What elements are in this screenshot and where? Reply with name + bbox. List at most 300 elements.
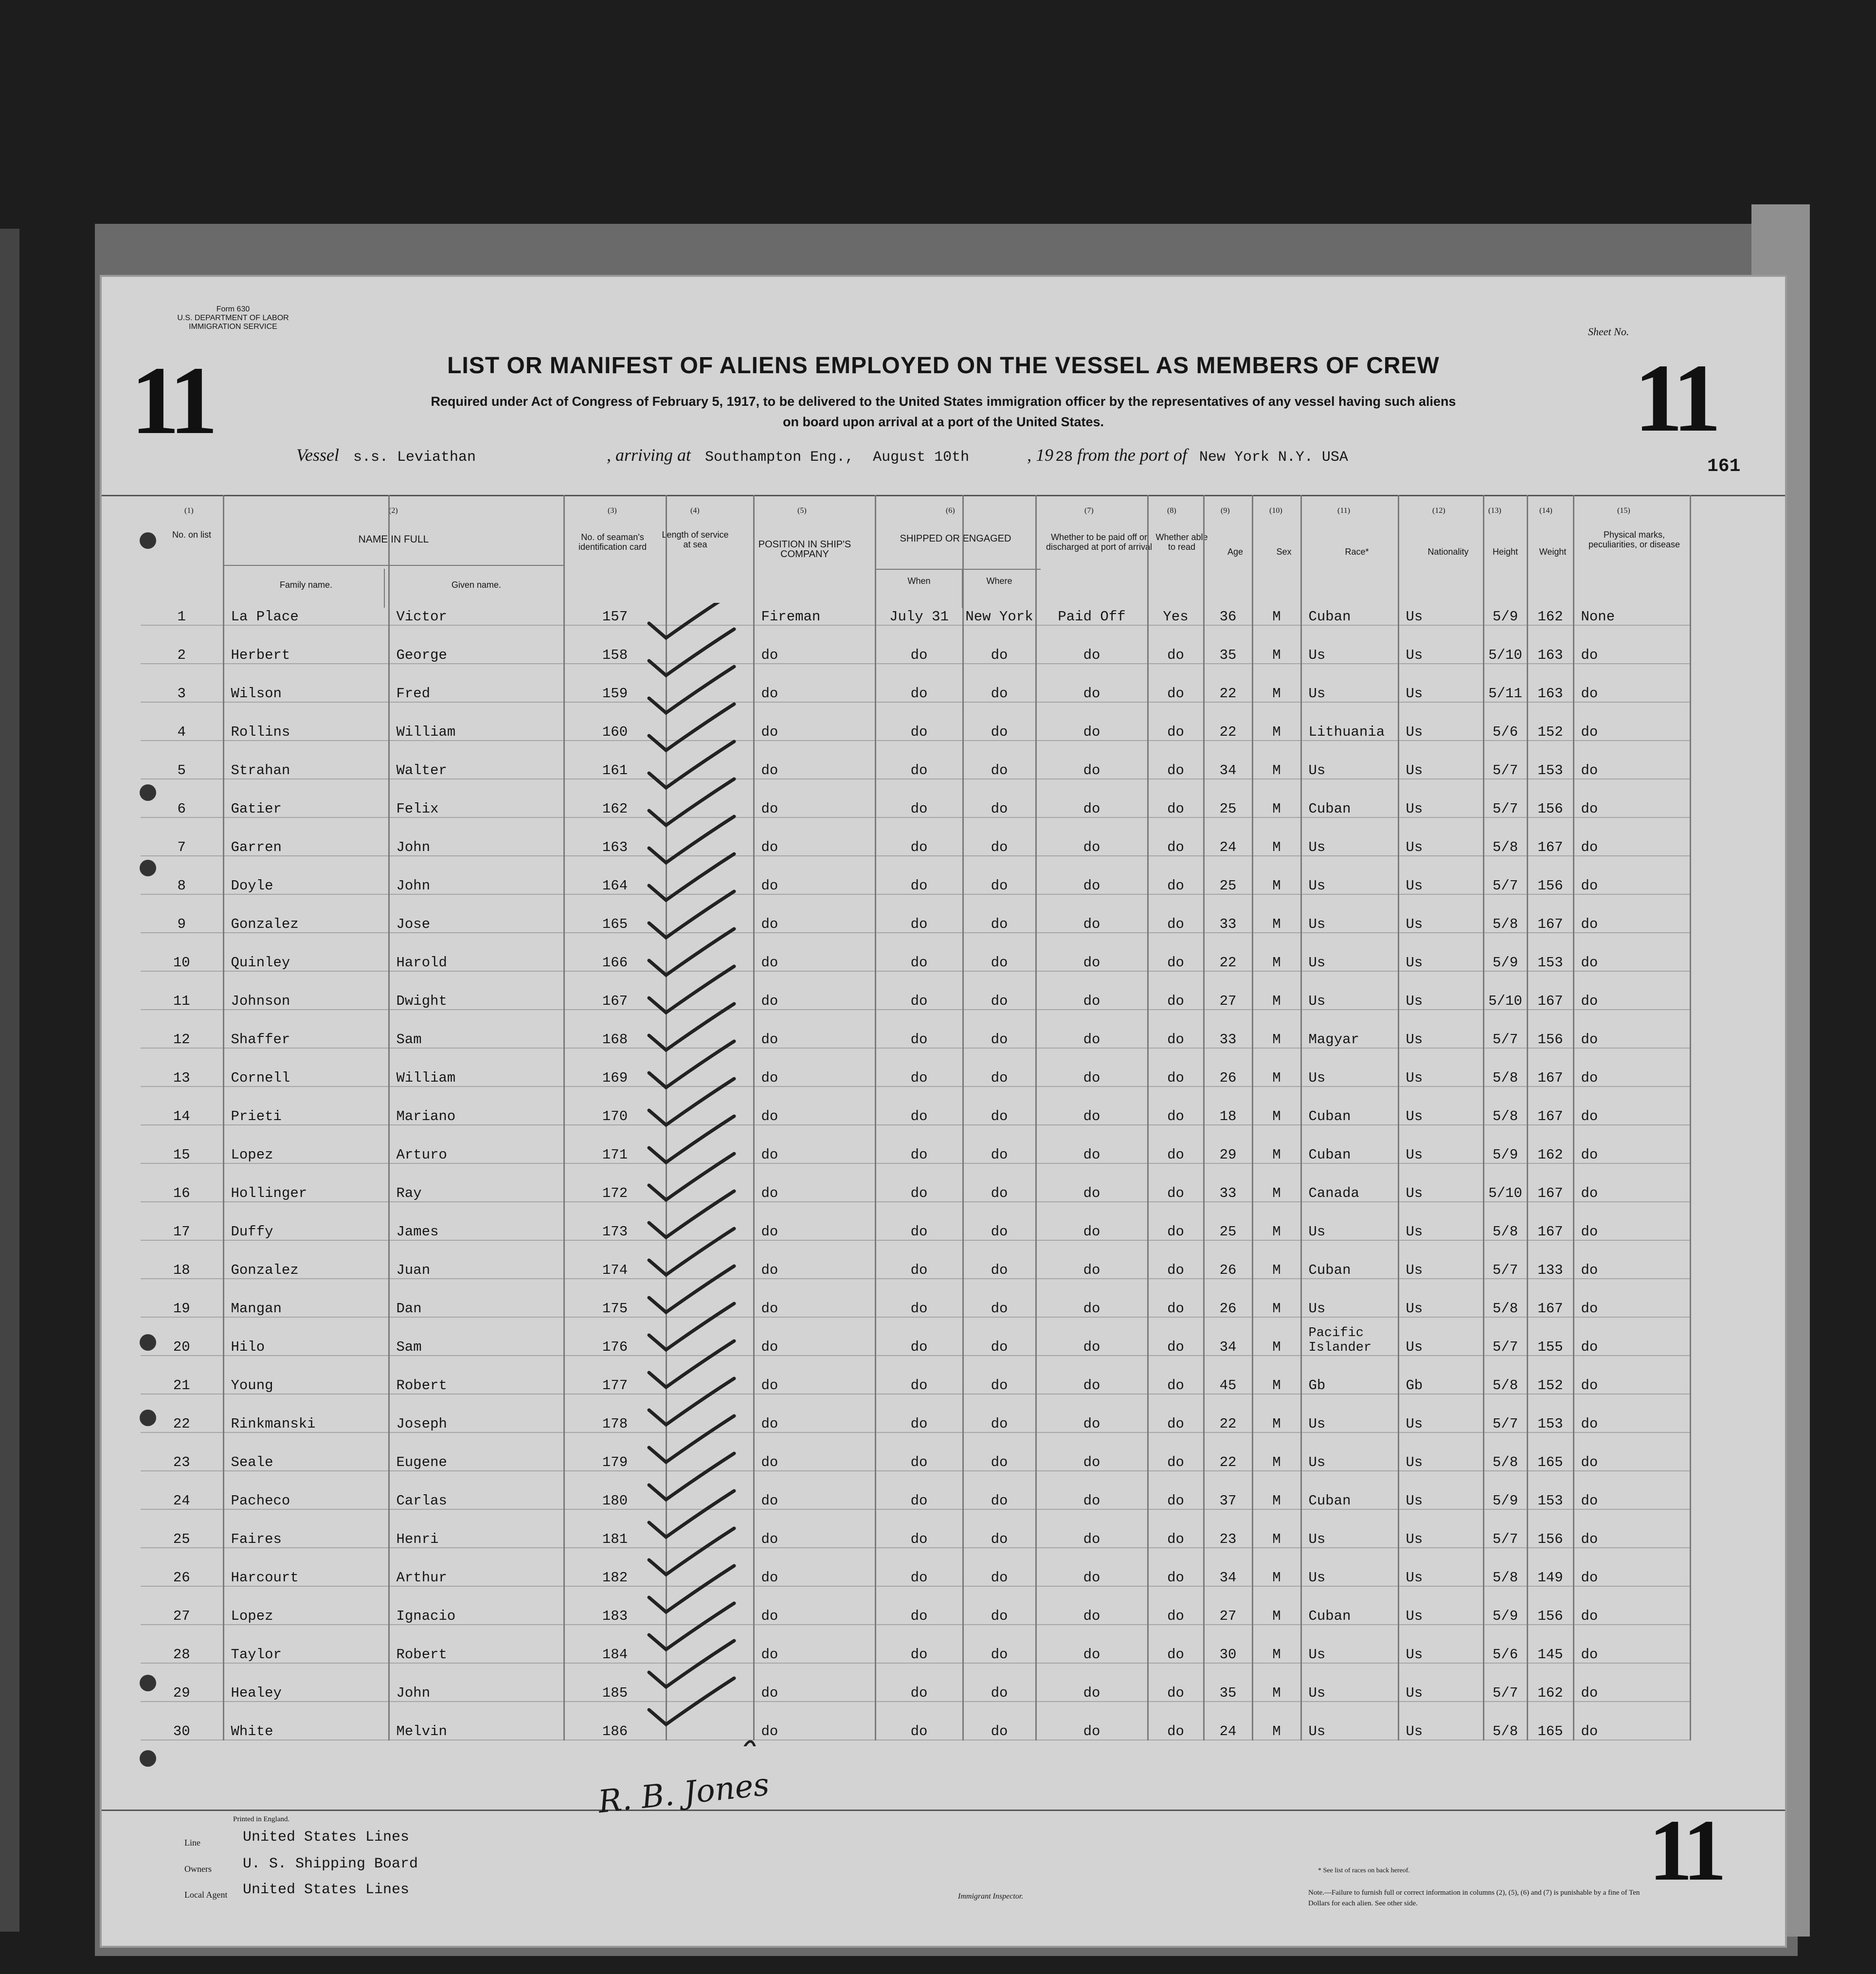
able-to-read: do xyxy=(1148,894,1204,933)
colnum-6: (6) xyxy=(946,507,955,515)
printed-note: Printed in England. xyxy=(233,1815,290,1823)
col-nationality: Nationality xyxy=(1427,547,1469,557)
row-number: 3 xyxy=(141,664,223,702)
able-to-read: do xyxy=(1148,971,1204,1010)
row-number: 7 xyxy=(141,817,223,856)
nationality: Us xyxy=(1398,1087,1483,1125)
vessel-line xyxy=(296,445,1348,466)
sex: M xyxy=(1252,894,1301,933)
year-suffix: 28 xyxy=(1055,449,1073,466)
physical-marks: do xyxy=(1573,856,1690,894)
id-card: 162 xyxy=(564,779,666,817)
nationality: Us xyxy=(1398,1279,1483,1317)
height: 5/8 xyxy=(1483,1087,1527,1125)
row-number: 19 xyxy=(141,1279,223,1317)
table-row xyxy=(141,971,1690,1010)
agent-value: United States Lines xyxy=(243,1882,410,1898)
family-name: Healey xyxy=(223,1663,389,1702)
weight: 167 xyxy=(1527,1163,1573,1202)
row-number: 28 xyxy=(141,1625,223,1663)
id-card: 186 xyxy=(564,1702,666,1740)
shipped-where: do xyxy=(963,1163,1036,1202)
sex: M xyxy=(1252,664,1301,702)
table-row xyxy=(141,741,1690,779)
nationality: Us xyxy=(1398,664,1483,702)
row-number: 29 xyxy=(141,1663,223,1702)
family-name: Taylor xyxy=(223,1625,389,1663)
nationality: Us xyxy=(1398,702,1483,741)
sex: M xyxy=(1252,702,1301,741)
weight: 162 xyxy=(1527,1663,1573,1702)
race: Cuban xyxy=(1301,1471,1398,1509)
id-card: 178 xyxy=(564,1394,666,1432)
able-to-read: do xyxy=(1148,779,1204,817)
position: Fireman xyxy=(754,587,875,625)
table-row xyxy=(141,587,1690,625)
age: 22 xyxy=(1204,664,1252,702)
id-card: 184 xyxy=(564,1625,666,1663)
given-name: Juan xyxy=(389,1240,564,1279)
row-number: 2 xyxy=(141,625,223,664)
age: 22 xyxy=(1204,1394,1252,1432)
sex: M xyxy=(1252,1202,1301,1240)
from-label: from the port of xyxy=(1077,445,1187,465)
shipped-when: do xyxy=(875,1394,963,1432)
height: 5/8 xyxy=(1483,817,1527,856)
arriving-label: , arriving at xyxy=(607,445,691,465)
weight: 156 xyxy=(1527,856,1573,894)
paid-off: do xyxy=(1036,1048,1148,1087)
colnum-13: (13) xyxy=(1488,507,1501,515)
department: U.S. DEPARTMENT OF LABOR xyxy=(177,314,289,322)
weight: 145 xyxy=(1527,1625,1573,1663)
arrival-date: August 10th xyxy=(873,449,970,466)
height: 5/8 xyxy=(1483,1702,1527,1740)
physical-marks: do xyxy=(1573,664,1690,702)
age: 34 xyxy=(1204,1548,1252,1586)
nationality: Us xyxy=(1398,1586,1483,1625)
table-row xyxy=(141,1087,1690,1125)
nationality: Us xyxy=(1398,933,1483,971)
shipped-where: do xyxy=(963,1394,1036,1432)
age: 25 xyxy=(1204,856,1252,894)
weight: 153 xyxy=(1527,933,1573,971)
weight: 162 xyxy=(1527,587,1573,625)
sheet-no-label: Sheet No. xyxy=(1588,326,1629,338)
col-able-read: Whether able to read xyxy=(1155,532,1208,552)
age: 45 xyxy=(1204,1356,1252,1394)
paid-off: do xyxy=(1036,933,1148,971)
given-name: Eugene xyxy=(389,1432,564,1471)
crew-table xyxy=(141,495,1691,1740)
signature: R. B. Jones xyxy=(596,1766,771,1821)
shipped-when: do xyxy=(875,817,963,856)
height: 5/10 xyxy=(1483,625,1527,664)
shipped-when: July 31 xyxy=(875,587,963,625)
colnum-15: (15) xyxy=(1617,507,1630,515)
id-card: 173 xyxy=(564,1202,666,1240)
physical-marks: do xyxy=(1573,894,1690,933)
position: do xyxy=(754,856,875,894)
shipped-where: do xyxy=(963,1586,1036,1625)
page-title: LIST OR MANIFEST OF ALIENS EMPLOYED ON THE VESSEL AS MEMBERS OF CREW xyxy=(447,353,1440,379)
punch-hole xyxy=(140,860,156,876)
table-row xyxy=(141,1163,1690,1202)
paid-off: do xyxy=(1036,1663,1148,1702)
height: 5/8 xyxy=(1483,1356,1527,1394)
height: 5/9 xyxy=(1483,1125,1527,1163)
paid-off: do xyxy=(1036,1202,1148,1240)
row-number: 6 xyxy=(141,779,223,817)
able-to-read: do xyxy=(1148,1010,1204,1048)
vessel-label: Vessel xyxy=(296,445,339,465)
race: Us xyxy=(1301,741,1398,779)
physical-marks: do xyxy=(1573,625,1690,664)
paid-off: do xyxy=(1036,817,1148,856)
race: Us xyxy=(1301,1048,1398,1087)
shipped-where: do xyxy=(963,1548,1036,1586)
col-height: Height xyxy=(1492,547,1518,557)
row-number: 17 xyxy=(141,1202,223,1240)
given-name: Robert xyxy=(389,1625,564,1663)
physical-marks: do xyxy=(1573,1432,1690,1471)
id-card: 159 xyxy=(564,664,666,702)
shipped-when: do xyxy=(875,779,963,817)
shipped-when: do xyxy=(875,933,963,971)
id-card: 175 xyxy=(564,1279,666,1317)
nationality: Us xyxy=(1398,1432,1483,1471)
shipped-where: do xyxy=(963,1432,1036,1471)
position: do xyxy=(754,1394,875,1432)
sex: M xyxy=(1252,1125,1301,1163)
race: Cuban xyxy=(1301,587,1398,625)
punch-hole xyxy=(140,1750,156,1767)
weight: 163 xyxy=(1527,625,1573,664)
row-number: 11 xyxy=(141,971,223,1010)
nationality: Us xyxy=(1398,779,1483,817)
weight: 167 xyxy=(1527,1202,1573,1240)
given-name: Ray xyxy=(389,1163,564,1202)
row-number: 5 xyxy=(141,741,223,779)
colnum-3: (3) xyxy=(608,507,617,515)
age: 24 xyxy=(1204,1702,1252,1740)
family-name: Rinkmanski xyxy=(223,1394,389,1432)
header-spacer-row xyxy=(141,495,1690,587)
family-name: Hilo xyxy=(223,1317,389,1356)
row-number: 14 xyxy=(141,1087,223,1125)
able-to-read: do xyxy=(1148,625,1204,664)
height: 5/7 xyxy=(1483,1509,1527,1548)
position: do xyxy=(754,1087,875,1125)
vessel-name: s.s. Leviathan xyxy=(353,449,476,466)
height: 5/7 xyxy=(1483,856,1527,894)
shipped-where: do xyxy=(963,1202,1036,1240)
age: 35 xyxy=(1204,1663,1252,1702)
shipped-when: do xyxy=(875,1125,963,1163)
row-number: 24 xyxy=(141,1471,223,1509)
family-name: Quinley xyxy=(223,933,389,971)
col-weight: Weight xyxy=(1539,547,1567,557)
position: do xyxy=(754,1548,875,1586)
physical-marks: do xyxy=(1573,1586,1690,1625)
shipped-where: do xyxy=(963,1702,1036,1740)
table-row xyxy=(141,1317,1690,1356)
physical-marks: do xyxy=(1573,1394,1690,1432)
id-card: 165 xyxy=(564,894,666,933)
height: 5/9 xyxy=(1483,1471,1527,1509)
paid-off: do xyxy=(1036,1317,1148,1356)
position: do xyxy=(754,1163,875,1202)
position: do xyxy=(754,1202,875,1240)
height: 5/8 xyxy=(1483,894,1527,933)
form-number: Form 630 xyxy=(216,305,250,313)
weight: 153 xyxy=(1527,1471,1573,1509)
race: Us xyxy=(1301,971,1398,1010)
nationality: Us xyxy=(1398,625,1483,664)
shipped-when: do xyxy=(875,625,963,664)
shipped-where: do xyxy=(963,1087,1036,1125)
able-to-read: do xyxy=(1148,1548,1204,1586)
weight: 155 xyxy=(1527,1317,1573,1356)
position: do xyxy=(754,1432,875,1471)
able-to-read: do xyxy=(1148,664,1204,702)
shipped-where: do xyxy=(963,971,1036,1010)
weight: 167 xyxy=(1527,971,1573,1010)
physical-marks: do xyxy=(1573,1240,1690,1279)
age: 24 xyxy=(1204,817,1252,856)
able-to-read: do xyxy=(1148,1163,1204,1202)
physical-marks: do xyxy=(1573,1548,1690,1586)
paid-off: do xyxy=(1036,1509,1148,1548)
shipped-when: do xyxy=(875,894,963,933)
sex: M xyxy=(1252,1048,1301,1087)
able-to-read: do xyxy=(1148,1394,1204,1432)
sex: M xyxy=(1252,1087,1301,1125)
paid-off: do xyxy=(1036,1163,1148,1202)
line-value: United States Lines xyxy=(243,1829,410,1846)
weight: 167 xyxy=(1527,817,1573,856)
sex: M xyxy=(1252,1010,1301,1048)
height: 5/7 xyxy=(1483,1394,1527,1432)
races-note: * See list of races on back hereof. xyxy=(1318,1867,1410,1874)
family-name: Gatier xyxy=(223,779,389,817)
colnum-1: (1) xyxy=(184,507,194,515)
check-marks xyxy=(617,603,802,1746)
given-name: John xyxy=(389,817,564,856)
shipped-when: do xyxy=(875,1317,963,1356)
nationality: Us xyxy=(1398,971,1483,1010)
col-id-card: No. of seaman's identification card xyxy=(578,532,647,552)
physical-marks: do xyxy=(1573,1202,1690,1240)
shipped-where: do xyxy=(963,817,1036,856)
manifest-sheet xyxy=(100,275,1787,1948)
position: do xyxy=(754,1317,875,1356)
col-no-on-list: No. on list xyxy=(172,530,212,540)
owners-value: U. S. Shipping Board xyxy=(243,1856,418,1872)
row-number: 13 xyxy=(141,1048,223,1087)
paid-off: Paid Off xyxy=(1036,587,1148,625)
table-row xyxy=(141,1279,1690,1317)
row-number: 22 xyxy=(141,1394,223,1432)
weight: 167 xyxy=(1527,894,1573,933)
sex: M xyxy=(1252,1432,1301,1471)
col-shipped: SHIPPED OR ENGAGED xyxy=(900,533,1011,544)
col-length-service: Length of service at sea xyxy=(662,530,729,549)
able-to-read: do xyxy=(1148,1625,1204,1663)
able-to-read: do xyxy=(1148,1663,1204,1702)
shipped-when: do xyxy=(875,1279,963,1317)
able-to-read: do xyxy=(1148,1586,1204,1625)
punch-hole xyxy=(140,784,156,801)
row-number: 4 xyxy=(141,702,223,741)
table-row xyxy=(141,1394,1690,1432)
sex: M xyxy=(1252,741,1301,779)
family-name: Young xyxy=(223,1356,389,1394)
row-number: 25 xyxy=(141,1509,223,1548)
race: Us xyxy=(1301,1509,1398,1548)
table-row xyxy=(141,1356,1690,1394)
row-number: 23 xyxy=(141,1432,223,1471)
height: 5/8 xyxy=(1483,1548,1527,1586)
colnum-7: (7) xyxy=(1084,507,1094,515)
shipped-when: do xyxy=(875,1432,963,1471)
table-row xyxy=(141,817,1690,856)
physical-marks: do xyxy=(1573,933,1690,971)
nationality: Us xyxy=(1398,1663,1483,1702)
race: Gb xyxy=(1301,1356,1398,1394)
race: Cuban xyxy=(1301,1240,1398,1279)
shipped-where: do xyxy=(963,779,1036,817)
shipped-where: do xyxy=(963,1010,1036,1048)
nationality: Us xyxy=(1398,1394,1483,1432)
able-to-read: do xyxy=(1148,1356,1204,1394)
weight: 153 xyxy=(1527,1394,1573,1432)
physical-marks: do xyxy=(1573,1509,1690,1548)
table-row xyxy=(141,1625,1690,1663)
race: Lithuania xyxy=(1301,702,1398,741)
race: Us xyxy=(1301,856,1398,894)
shipped-where: do xyxy=(963,1240,1036,1279)
position: do xyxy=(754,1625,875,1663)
able-to-read: do xyxy=(1148,1048,1204,1087)
id-card: 167 xyxy=(564,971,666,1010)
position: do xyxy=(754,1663,875,1702)
race: Cuban xyxy=(1301,779,1398,817)
weight: 167 xyxy=(1527,1087,1573,1125)
paid-off: do xyxy=(1036,894,1148,933)
nationality: Us xyxy=(1398,741,1483,779)
physical-marks: do xyxy=(1573,1471,1690,1509)
nationality: Us xyxy=(1398,817,1483,856)
age: 22 xyxy=(1204,1432,1252,1471)
subtitle-line-2: on board upon arrival at a port of the United States. xyxy=(782,415,1104,429)
family-name: Hollinger xyxy=(223,1163,389,1202)
row-number: 20 xyxy=(141,1317,223,1356)
nationality: Us xyxy=(1398,1702,1483,1740)
given-name: Victor xyxy=(389,587,564,625)
paid-off: do xyxy=(1036,779,1148,817)
line-label: Line xyxy=(184,1838,200,1847)
id-card: 181 xyxy=(564,1509,666,1548)
sheet-number-right: 11 xyxy=(1634,344,1716,452)
sex: M xyxy=(1252,856,1301,894)
sex: M xyxy=(1252,1625,1301,1663)
race: Us xyxy=(1301,1548,1398,1586)
family-name: Pacheco xyxy=(223,1471,389,1509)
id-card: 168 xyxy=(564,1010,666,1048)
table-row xyxy=(141,779,1690,817)
id-card: 170 xyxy=(564,1087,666,1125)
able-to-read: do xyxy=(1148,1471,1204,1509)
height: 5/8 xyxy=(1483,1279,1527,1317)
physical-marks: do xyxy=(1573,1625,1690,1663)
given-name: Robert xyxy=(389,1356,564,1394)
table-row xyxy=(141,702,1690,741)
punch-hole xyxy=(140,1334,156,1351)
able-to-read: do xyxy=(1148,1202,1204,1240)
id-card: 166 xyxy=(564,933,666,971)
age: 33 xyxy=(1204,894,1252,933)
sex: M xyxy=(1252,1279,1301,1317)
nationality: Us xyxy=(1398,1317,1483,1356)
shipped-where: do xyxy=(963,1279,1036,1317)
page-number: 161 xyxy=(1707,456,1741,477)
subtitle-line-1: Required under Act of Congress of February 5, 1917, to be delivered to the United States immigration officer by the representatives of any vessel having such aliens xyxy=(431,394,1456,409)
table-row xyxy=(141,1202,1690,1240)
col-given-name: Given name. xyxy=(451,580,502,590)
age: 37 xyxy=(1204,1471,1252,1509)
table-row xyxy=(141,664,1690,702)
paid-off: do xyxy=(1036,741,1148,779)
left-sheet-edge xyxy=(0,229,19,1932)
sex: M xyxy=(1252,817,1301,856)
table-row xyxy=(141,625,1690,664)
race: Us xyxy=(1301,1432,1398,1471)
id-card: 180 xyxy=(564,1471,666,1509)
family-name: Shaffer xyxy=(223,1010,389,1048)
sex: M xyxy=(1252,1356,1301,1394)
shipped-when: do xyxy=(875,1202,963,1240)
given-name: John xyxy=(389,1663,564,1702)
able-to-read: do xyxy=(1148,817,1204,856)
age: 29 xyxy=(1204,1125,1252,1163)
height: 5/7 xyxy=(1483,1010,1527,1048)
able-to-read: do xyxy=(1148,1432,1204,1471)
nationality: Us xyxy=(1398,1048,1483,1087)
colnum-9: (9) xyxy=(1221,507,1230,515)
family-name: Strahan xyxy=(223,741,389,779)
physical-marks: do xyxy=(1573,1087,1690,1125)
punch-hole xyxy=(140,1675,156,1691)
weight: 156 xyxy=(1527,1586,1573,1625)
colnum-5: (5) xyxy=(797,507,807,515)
given-name: Melvin xyxy=(389,1702,564,1740)
paid-off: do xyxy=(1036,664,1148,702)
race: Us xyxy=(1301,933,1398,971)
colnum-14: (14) xyxy=(1539,507,1552,515)
family-name: White xyxy=(223,1702,389,1740)
weight: 162 xyxy=(1527,1125,1573,1163)
age: 22 xyxy=(1204,933,1252,971)
given-name: John xyxy=(389,856,564,894)
penalty-note: Note.—Failure to furnish full or correct information in columns (2), (5), (6) and (7) is punishable by a fine of Ten Dollars for each alien. See other side. xyxy=(1308,1889,1640,1907)
given-name: Jose xyxy=(389,894,564,933)
position: do xyxy=(754,1586,875,1625)
paid-off: do xyxy=(1036,1279,1148,1317)
shipped-where: do xyxy=(963,894,1036,933)
owners-label: Owners xyxy=(184,1864,212,1874)
table-row xyxy=(141,856,1690,894)
